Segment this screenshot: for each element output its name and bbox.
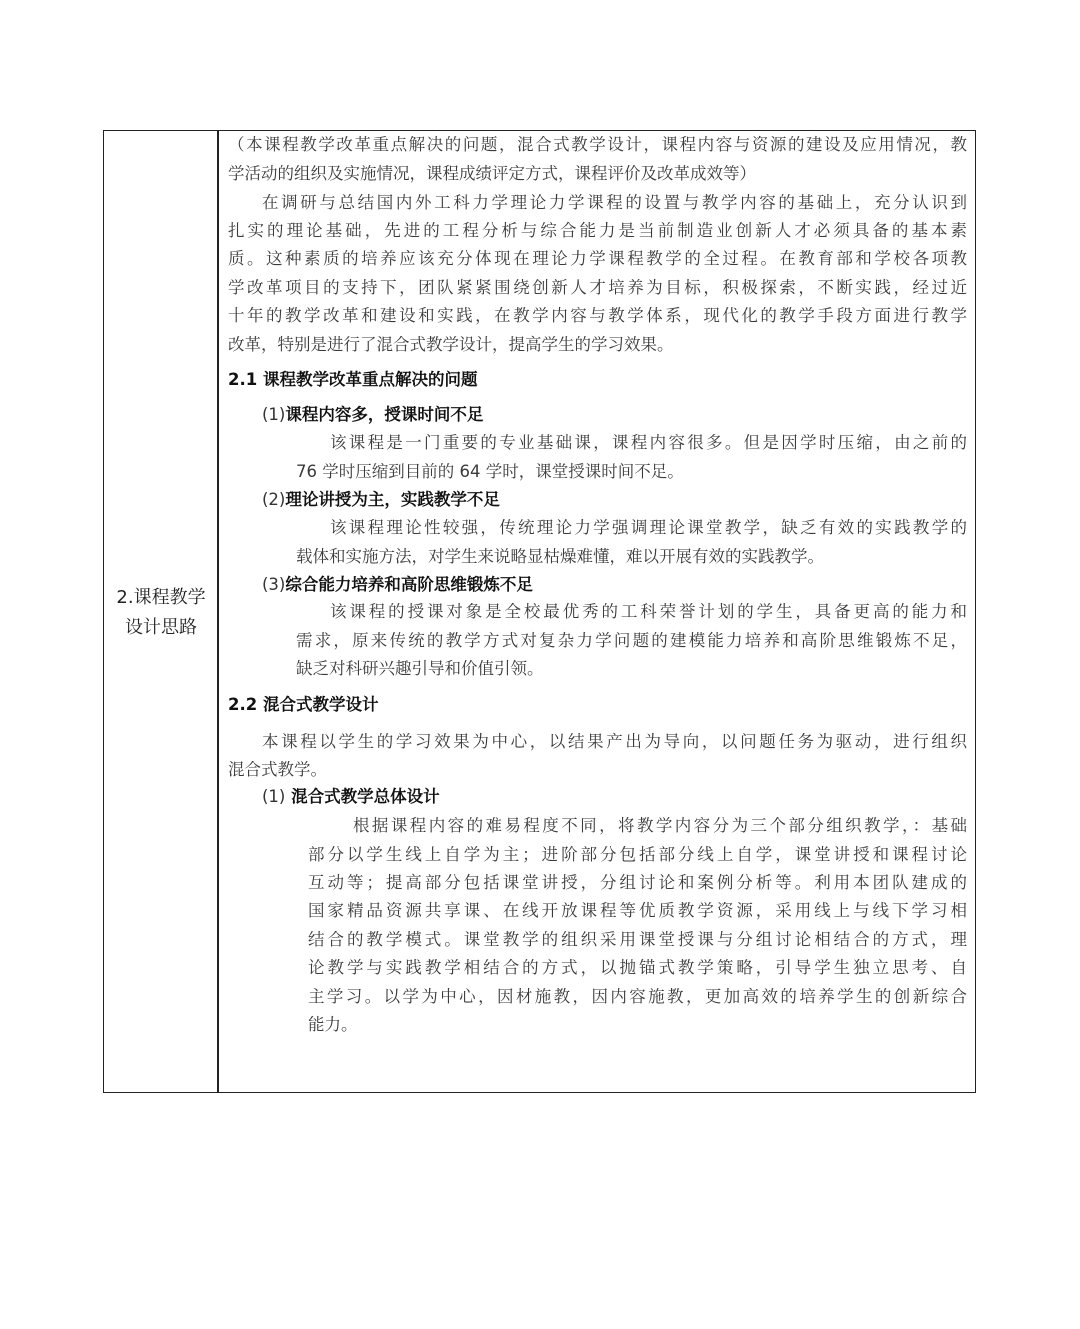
item-line: 76 学时压缩到目前的 64 学时，课堂授课时间不足。 xyxy=(296,462,684,481)
item-number: (2) xyxy=(262,490,286,509)
para-line: 在调研与总结国内外工科力学理论力学课程的设置与教学内容的基础上，充分认识到 xyxy=(262,193,967,212)
section-heading-2-2: 2.2 混合式教学设计 xyxy=(228,695,379,714)
column-divider xyxy=(217,130,219,1093)
item-line: 需求，原来传统的教学方式对复杂力学问题的建模能力培养和高阶思维锻炼不足， xyxy=(296,631,967,650)
para-line: 本课程以学生的学习效果为中心，以结果产出为导向，以问题任务为驱动，进行组织 xyxy=(262,732,967,751)
item-line: 根据课程内容的难易程度不同，将教学内容分为三个部分组织教学，：基础 xyxy=(353,816,967,835)
item-heading xyxy=(262,787,440,807)
item-heading xyxy=(262,575,533,595)
intro-line: （本课程教学改革重点解决的问题，混合式教学设计，课程内容与资源的建设及应用情况，教 xyxy=(228,135,967,154)
intro-line: 学活动的组织及实施情况，课程成绩评定方式，课程评价及改革成效等） xyxy=(228,164,756,183)
item-heading xyxy=(262,405,483,425)
item-line: 该课程理论性较强，传统理论力学强调理论课堂教学，缺乏有效的实践教学的 xyxy=(330,518,967,537)
item-line: 论教学与实践教学相结合的方式，以抛锚式教学策略，引导学生独立思考、自 xyxy=(308,958,967,977)
item-line: 主学习。以学为中心，因材施教，因内容施教，更加高效的培养学生的创新综合 xyxy=(308,987,967,1006)
row-label-line: 设计思路 xyxy=(125,617,197,638)
para-line: 质。这种素质的培养应该充分体现在理论力学课程教学的全过程。在教育部和学校各项教 xyxy=(228,249,967,268)
item-number: (1) xyxy=(262,787,286,806)
item-line: 结合的教学模式。课堂教学的组织采用课堂授课与分组讨论相结合的方式，理 xyxy=(308,930,967,949)
item-line: 该课程的授课对象是全校最优秀的工科荣誉计划的学生，具备更高的能力和 xyxy=(330,602,967,621)
para-line: 改革，特别是进行了混合式教学设计，提高学生的学习效果。 xyxy=(228,335,674,354)
item-line: 缺乏对科研兴趣引导和价值引领。 xyxy=(296,659,544,678)
item-line: 部分以学生线上自学为主；进阶部分包括部分线上自学，课堂讲授和课程讨论 xyxy=(308,845,967,864)
item-line: 互动等；提高部分包括课堂讲授，分组讨论和案例分析等。利用本团队建成的 xyxy=(308,873,967,892)
item-heading xyxy=(262,490,500,510)
section-heading-2-1: 2.1 课程教学改革重点解决的问题 xyxy=(228,370,478,389)
item-line: 能力。 xyxy=(308,1015,358,1034)
item-title: 理论讲授为主，实践教学不足 xyxy=(285,490,500,509)
item-line: 载体和实施方法，对学生来说略显枯燥难懂，难以开展有效的实践教学。 xyxy=(296,547,824,566)
row-label-line: 2.课程教学 xyxy=(116,587,206,608)
para-line: 学改革项目的支持下，团队紧紧围绕创新人才培养为目标，积极探索，不断实践，经过近 xyxy=(228,278,967,297)
item-number: (3) xyxy=(262,575,286,594)
item-title: 综合能力培养和高阶思维锻炼不足 xyxy=(285,575,533,594)
item-line: 国家精品资源共享课、在线开放课程等优质教学资源，采用线上与线下学习相 xyxy=(308,901,967,920)
row-label xyxy=(106,583,216,643)
para-line: 扎实的理论基础，先进的工程分析与综合能力是当前制造业创新人才必须具备的基本素 xyxy=(228,221,967,240)
item-title: 课程内容多，授课时间不足 xyxy=(285,405,484,424)
para-line: 十年的教学改革和建设和实践，在教学内容与教学体系，现代化的教学手段方面进行教学 xyxy=(228,306,967,325)
item-line: 该课程是一门重要的专业基础课，课程内容很多。但是因学时压缩，由之前的 xyxy=(330,433,967,452)
item-title: 混合式教学总体设计 xyxy=(291,787,440,806)
para-line: 混合式教学。 xyxy=(228,760,327,779)
item-number: (1) xyxy=(262,405,286,424)
